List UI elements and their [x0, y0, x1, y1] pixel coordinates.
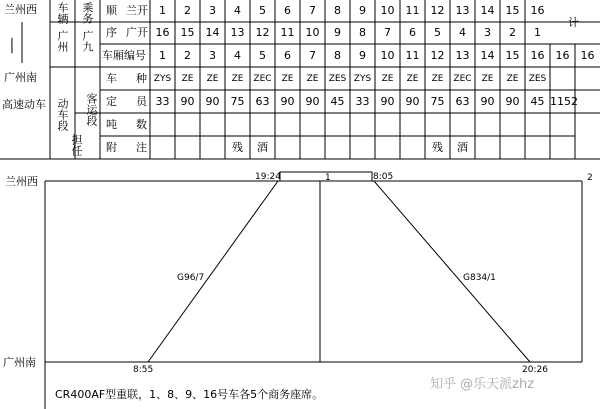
assign-label: 担任: [70, 134, 83, 156]
time-bottom-depart: 8:55: [133, 365, 154, 375]
lanzhou-order-cell: 15: [505, 4, 520, 17]
tonnage-label-a: 吨: [106, 118, 117, 131]
capacity-cell: 75: [230, 95, 245, 108]
guangzhou-order-cell: 4: [459, 26, 466, 39]
footer-note: CR400AF型重联，1、8、9、16号车各5个商务座席。: [55, 388, 324, 401]
car-number-cell: 8: [334, 49, 341, 62]
car-type-cell: ZE: [231, 74, 244, 84]
diagram-station-bottom: 广州南: [3, 356, 36, 369]
lanzhou-order-cell: 1: [159, 4, 166, 17]
remark-cell: 残: [432, 141, 443, 154]
lanzhou-order-cell: 16: [530, 4, 545, 17]
lanzhou-order-cell: 2: [184, 4, 191, 17]
car-type-cell: ZE: [281, 74, 294, 84]
remark-cell: 酒: [257, 141, 268, 154]
guangzhou-order-cell: 11: [280, 26, 295, 39]
total-label: 计: [568, 16, 579, 29]
emu-depot-label: 动车段: [56, 98, 69, 131]
train-label-up: G96/7: [177, 273, 205, 283]
service-type-label: 高速动车: [2, 98, 46, 111]
capacity-cell: 90: [180, 95, 195, 108]
lanzhou-order-cell: 8: [334, 4, 341, 17]
guangzhou-order-cell: 14: [205, 26, 220, 39]
car-number-cell: 9: [359, 49, 366, 62]
lanzhou-order-cell: 13: [455, 4, 470, 17]
car-number-cell: 2: [184, 49, 191, 62]
car-number-cell: 12: [430, 49, 445, 62]
car-type-cell: ZES: [328, 74, 347, 84]
car-type-cell: ZE: [481, 74, 494, 84]
diagram-station-top: 兰州西: [5, 175, 38, 188]
row-guangzhou-label: 广开: [126, 26, 148, 39]
capacity-label-a: 定: [106, 95, 117, 108]
car-no-label: 车厢编号: [102, 49, 146, 62]
capacity-cell: 63: [455, 95, 470, 108]
time-top-depart: 8:05: [373, 172, 394, 182]
car-number-cell: 3: [209, 49, 216, 62]
guangjiu-label: 广九: [81, 30, 94, 52]
guangzhou-order-cell: 13: [230, 26, 245, 39]
seq-label-b: 序: [106, 26, 117, 39]
guangzhou-order-cell: 16: [155, 26, 170, 39]
watermark: 知乎 @乐天派zhz: [430, 377, 535, 392]
lanzhou-order-cell: 10: [380, 4, 395, 17]
guangzhou-order-cell: 12: [255, 26, 270, 39]
capacity-cell: 90: [480, 95, 495, 108]
capacity-cell: 75: [430, 95, 445, 108]
guangzhou-label: 广州: [56, 30, 69, 52]
guangzhou-order-cell: 10: [305, 26, 320, 39]
total-cell-a: 16: [555, 49, 570, 62]
car-type-cell: ZE: [431, 74, 444, 84]
station-dash: │: [8, 39, 16, 54]
tonnage-label-b: 数: [136, 118, 147, 131]
guangzhou-order-cell: 15: [180, 26, 195, 39]
car-type-cell: ZYS: [153, 74, 172, 84]
car-type-cell: ZE: [381, 74, 394, 84]
capacity-cell: 45: [330, 95, 345, 108]
lanzhou-order-cell: 11: [405, 4, 420, 17]
car-number-cell: 13: [455, 49, 470, 62]
total-cell-b: 16: [580, 49, 595, 62]
lanzhou-order-cell: 7: [309, 4, 316, 17]
car-type-label-a: 车: [106, 72, 117, 85]
time-top-arrive: 19:24: [255, 172, 281, 182]
seq-label-a: 顺: [106, 4, 117, 17]
row-lanzhou-label: 兰开: [126, 4, 148, 17]
car-type-cell: ZE: [181, 74, 194, 84]
station-top-label: 兰州西: [4, 3, 37, 16]
train-path-up: [148, 181, 278, 362]
guangzhou-order-cell: 7: [384, 26, 391, 39]
lanzhou-order-cell: 3: [209, 4, 216, 17]
car-number-cell: 16: [530, 49, 545, 62]
remark-cell: 酒: [457, 141, 468, 154]
capacity-cell: 90: [505, 95, 520, 108]
remark-label-b: 注: [136, 141, 147, 154]
capacity-label-b: 员: [136, 95, 147, 108]
car-type-cell: ZEC: [453, 74, 472, 84]
car-number-cell: 11: [405, 49, 420, 62]
car-number-cell: 1: [159, 49, 166, 62]
car-type-cell: ZES: [528, 74, 547, 84]
guangzhou-order-cell: 2: [509, 26, 516, 39]
train-label-down: G834/1: [463, 273, 496, 283]
marker-1: 1: [325, 173, 331, 183]
capacity-cell: 63: [255, 95, 270, 108]
passenger-depot-label: 客运段: [85, 93, 98, 126]
total-capacity: 1152: [550, 95, 578, 108]
car-type-cell: ZE: [306, 74, 319, 84]
guangzhou-order-cell: 1: [534, 26, 541, 39]
capacity-cell: 33: [155, 95, 170, 108]
crew-label: 乘务: [81, 2, 94, 24]
lanzhou-order-cell: 5: [259, 4, 266, 17]
lanzhou-order-cell: 4: [234, 4, 241, 17]
car-type-cell: ZE: [206, 74, 219, 84]
guangzhou-order-cell: 5: [434, 26, 441, 39]
capacity-cell: 90: [405, 95, 420, 108]
capacity-cell: 45: [530, 95, 545, 108]
car-number-cell: 14: [480, 49, 495, 62]
guangzhou-order-cell: 6: [409, 26, 416, 39]
car-number-cell: 4: [234, 49, 241, 62]
car-type-cell: ZE: [406, 74, 419, 84]
vehicle-label: 车辆: [56, 2, 69, 24]
capacity-cell: 90: [205, 95, 220, 108]
car-number-cell: 7: [309, 49, 316, 62]
remark-cell: 残: [232, 141, 243, 154]
capacity-cell: 90: [380, 95, 395, 108]
guangzhou-order-cell: 9: [334, 26, 341, 39]
guangzhou-order-cell: 8: [359, 26, 366, 39]
guangzhou-order-cell: 3: [484, 26, 491, 39]
capacity-cell: 90: [280, 95, 295, 108]
capacity-cell: 90: [305, 95, 320, 108]
car-number-cell: 6: [284, 49, 291, 62]
car-type-label-b: 种: [136, 72, 147, 85]
train-path-down: [374, 181, 530, 362]
lanzhou-order-cell: 6: [284, 4, 291, 17]
lanzhou-order-cell: 14: [480, 4, 495, 17]
station-bottom-label: 广州南: [4, 71, 37, 84]
lanzhou-order-cell: 12: [430, 4, 445, 17]
car-type-cell: ZYS: [353, 74, 372, 84]
lanzhou-order-cell: 9: [359, 4, 366, 17]
car-number-cell: 10: [380, 49, 395, 62]
capacity-cell: 33: [355, 95, 370, 108]
car-type-cell: ZEC: [253, 74, 272, 84]
car-number-cell: 5: [259, 49, 266, 62]
car-type-cell: ZE: [506, 74, 519, 84]
car-number-cell: 15: [505, 49, 520, 62]
time-bottom-arrive: 20:26: [522, 365, 548, 375]
marker-2: 2: [587, 173, 593, 183]
remark-label-a: 附: [106, 141, 117, 154]
